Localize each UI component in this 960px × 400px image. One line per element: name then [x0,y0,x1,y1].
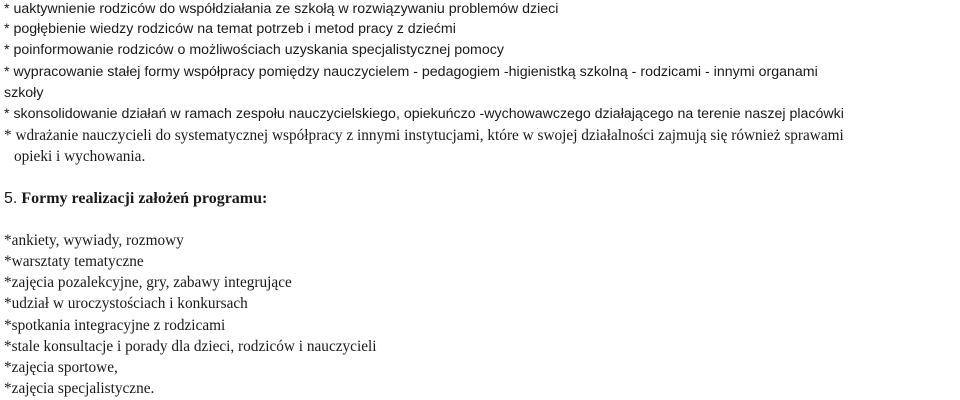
goal-item-4-continuation: szkoły [4,85,44,101]
goal-item-6-continuation: opieki i wychowania. [14,148,146,165]
form-item-6: *stale konsultacje i porady dla dzieci, rodziców i nauczycieli [4,338,377,355]
goal-item-3: * poinformowanie rodziców o możliwościach uzyskania specjalistycznej pomocy [4,42,504,58]
section-heading [4,189,267,209]
form-item-1: *ankiety, wywiady, rozmowy [4,232,184,249]
goal-item-2: * pogłębienie wiedzy rodziców na temat potrzeb i metod pracy z dziećmi [4,21,456,37]
form-item-7: *zajęcia sportowe, [4,359,118,376]
form-item-4: *udział w uroczystościach i konkursach [4,295,248,312]
section-title: Formy realizacji założeń programu: [21,190,268,207]
form-item-3: *zajęcia pozalekcyjne, gry, zabawy integrujące [4,274,292,291]
goal-item-6: * wdrażanie nauczycieli do systematycznej współpracy z innymi instytucjami, które w swojej działalności zajmują się również sprawami [4,127,844,144]
form-item-8: *zajęcia specjalistyczne. [4,380,155,397]
goal-item-1: * uaktywnienie rodziców do współdziałania ze szkołą w rozwiązywaniu problemów dzieci [4,1,559,17]
goal-item-4: * wypracowanie stałej formy współpracy pomiędzy nauczycielem - pedagogiem -higienistką szkolną - rodzicami - innymi organami [4,64,818,80]
form-item-2: *warsztaty tematyczne [4,253,144,270]
section-number: 5. [4,190,18,207]
goal-item-5: * skonsolidowanie działań w ramach zespołu nauczycielskiego, opiekuńczo -wychowawczego działającego na terenie naszej placówki [4,106,844,122]
form-item-5: *spotkania integracyjne z rodzicami [4,317,226,334]
